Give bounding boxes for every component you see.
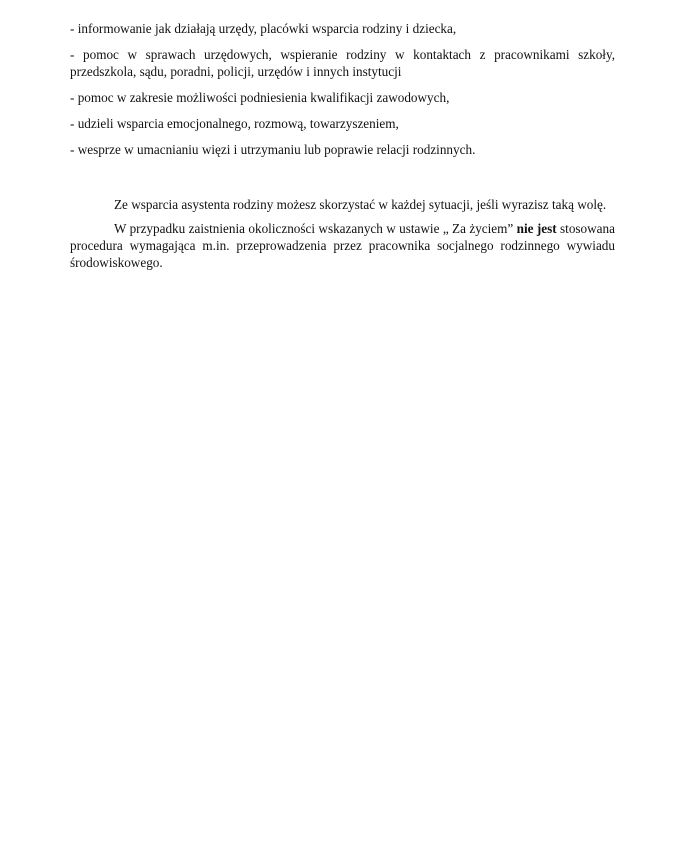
paragraph-voluntary-support: Ze wsparcia asystenta rodziny możesz skorzystać w każdej sytuacji, jeśli wyrazisz taką wolę.	[114, 197, 607, 212]
list-item: - udzieli wsparcia emocjonalnego, rozmową, towarzyszeniem,	[70, 116, 399, 131]
list-item: - informowanie jak działają urzędy, placówki wsparcia rodziny i dziecka,	[70, 21, 457, 36]
paragraph-procedure-text-before: W przypadku zaistnienia okoliczności wskazanych w ustawie „ Za życiem”	[114, 221, 517, 236]
paragraph-procedure	[70, 220, 615, 271]
document-body	[70, 20, 615, 278]
list-item: - wesprze w umacnianiu więzi i utrzymaniu lub poprawie relacji rodzinnych.	[70, 142, 476, 157]
paragraph-procedure-text-after: stosowana procedura wymagająca m.in. przeprowadzenia przez pracownika socjalnego rodzinnego wywiadu środowiskowego.	[70, 221, 615, 270]
list-item: - pomoc w zakresie możliwości podniesienia kwalifikacji zawodowych,	[70, 90, 450, 105]
list-item: - pomoc w sprawach urzędowych, wspieranie rodziny w kontaktach z pracownikami szkoły, przedszkola, sądu, poradni, policji, urzędów i innych instytucji	[70, 47, 615, 79]
support-list	[70, 20, 615, 158]
paragraph-procedure-emphasis: nie jest	[516, 221, 557, 236]
section-spacer	[70, 167, 615, 196]
